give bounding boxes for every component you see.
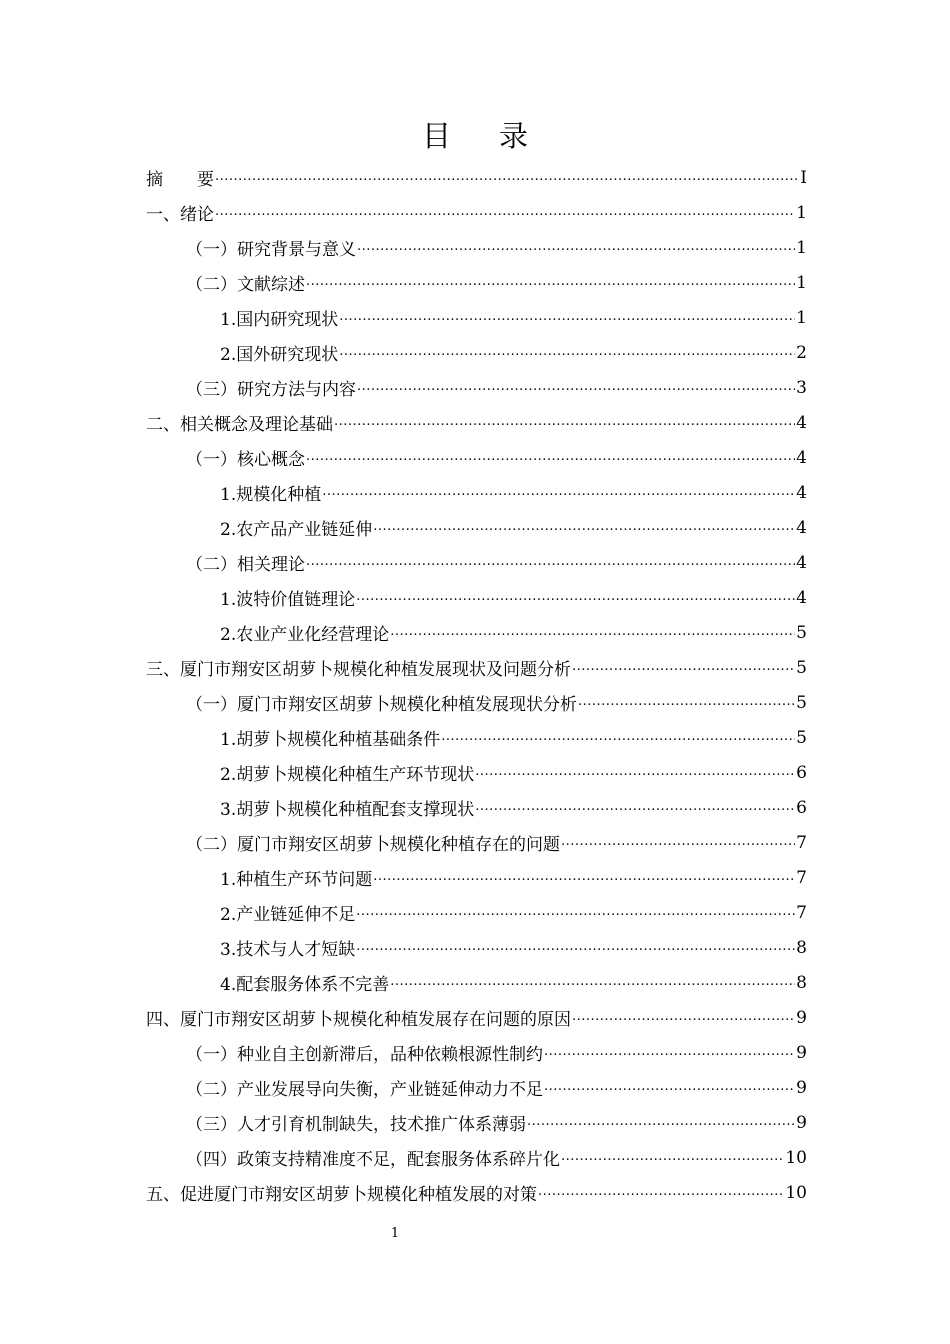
toc-entry[interactable] — [146, 860, 807, 895]
dot-leader — [322, 480, 795, 500]
toc-entry-title: 2.国外研究现状 — [220, 345, 339, 365]
toc-entry-title: 1.波特价值链理论 — [220, 590, 356, 610]
dot-leader — [578, 690, 795, 710]
toc-entry[interactable] — [146, 475, 807, 510]
toc-entry-title: 2.胡萝卜规模化种植生产环节现状 — [220, 765, 475, 785]
toc-entry[interactable] — [146, 825, 807, 860]
toc-entry-page: 1 — [796, 272, 807, 293]
toc-entry-title: 2.产业链延伸不足 — [220, 905, 356, 925]
toc-entry-page: 9 — [796, 1042, 807, 1063]
dot-leader — [334, 410, 795, 430]
page-title: 目录 — [421, 119, 576, 153]
toc-entry-page: 9 — [796, 1007, 807, 1028]
toc-entry-page: 4 — [796, 447, 807, 468]
toc-entry-title: 1.规模化种植 — [220, 485, 322, 505]
dot-leader — [572, 655, 795, 675]
toc-entry-page: 7 — [796, 832, 807, 853]
toc-entry[interactable] — [146, 230, 807, 265]
dot-leader — [357, 235, 795, 255]
toc-entry-title: （二）相关理论 — [186, 555, 305, 575]
toc-entry[interactable] — [146, 720, 807, 755]
dot-leader — [561, 830, 795, 850]
page-number: 1 — [390, 1226, 400, 1241]
toc-entry-page: 2 — [796, 342, 807, 363]
toc-entry-title: （一）研究背景与意义 — [186, 240, 356, 260]
table-of-contents — [146, 160, 807, 1210]
toc-entry-title: 3.胡萝卜规模化种植配套支撑现状 — [220, 800, 475, 820]
toc-entry[interactable] — [146, 370, 807, 405]
toc-entry-page: 3 — [796, 377, 807, 398]
toc-entry[interactable] — [146, 1140, 807, 1175]
dot-leader — [215, 165, 799, 185]
toc-entry-title: 四、厦门市翔安区胡萝卜规模化种植发展存在问题的原因 — [146, 1010, 571, 1030]
dot-leader — [390, 970, 795, 990]
dot-leader — [356, 900, 795, 920]
toc-entry[interactable] — [146, 440, 807, 475]
toc-entry-page: 6 — [796, 797, 807, 818]
dot-leader — [538, 1180, 784, 1200]
dot-leader — [306, 270, 795, 290]
toc-entry-page: 7 — [796, 902, 807, 923]
toc-entry-title: （四）政策支持精准度不足，配套服务体系碎片化 — [186, 1150, 560, 1170]
toc-entry-title: 一、绪论 — [146, 205, 214, 225]
toc-entry-page: 9 — [796, 1112, 807, 1133]
dot-leader — [441, 725, 795, 745]
dot-leader — [561, 1145, 784, 1165]
toc-entry-page: 5 — [796, 657, 807, 678]
dot-leader — [357, 375, 795, 395]
dot-leader — [544, 1075, 795, 1095]
toc-entry-page: 7 — [796, 867, 807, 888]
toc-entry[interactable] — [146, 615, 807, 650]
toc-entry[interactable] — [146, 1175, 807, 1210]
toc-entry[interactable] — [146, 1105, 807, 1140]
toc-entry[interactable] — [146, 545, 807, 580]
toc-entry-page: 5 — [796, 727, 807, 748]
toc-entry-title: 五、促进厦门市翔安区胡萝卜规模化种植发展的对策 — [146, 1185, 537, 1205]
toc-entry[interactable] — [146, 300, 807, 335]
toc-entry-title: 2.农业产业化经营理论 — [220, 625, 390, 645]
dot-leader — [306, 445, 795, 465]
toc-entry-page: 4 — [796, 552, 807, 573]
dot-leader — [572, 1005, 795, 1025]
toc-entry-page: 4 — [796, 587, 807, 608]
toc-entry-title: （二）文献综述 — [186, 275, 305, 295]
toc-entry[interactable] — [146, 335, 807, 370]
toc-entry[interactable] — [146, 265, 807, 300]
toc-entry-title: 摘 要 — [146, 170, 214, 190]
toc-entry[interactable] — [146, 160, 807, 195]
toc-entry-title: （二）产业发展导向失衡，产业链延伸动力不足 — [186, 1080, 543, 1100]
dot-leader — [306, 550, 795, 570]
toc-entry-title: （一）种业自主创新滞后，品种依赖根源性制约 — [186, 1045, 543, 1065]
toc-entry-title: 1.胡萝卜规模化种植基础条件 — [220, 730, 441, 750]
dot-leader — [356, 585, 795, 605]
dot-leader — [373, 865, 795, 885]
toc-entry[interactable] — [146, 650, 807, 685]
toc-entry-page: 1 — [796, 237, 807, 258]
toc-entry-page: 8 — [796, 972, 807, 993]
toc-entry-page: 6 — [796, 762, 807, 783]
toc-entry-title: 1.国内研究现状 — [220, 310, 339, 330]
toc-entry-title: 1.种植生产环节问题 — [220, 870, 373, 890]
dot-leader — [373, 515, 795, 535]
toc-entry-title: （二）厦门市翔安区胡萝卜规模化种植存在的问题 — [186, 835, 560, 855]
toc-entry[interactable] — [146, 895, 807, 930]
toc-entry-title: 二、相关概念及理论基础 — [146, 415, 333, 435]
toc-entry-page: 5 — [796, 622, 807, 643]
toc-entry-title: 4.配套服务体系不完善 — [220, 975, 390, 995]
toc-entry-title: 三、厦门市翔安区胡萝卜规模化种植发展现状及问题分析 — [146, 660, 571, 680]
toc-entry[interactable] — [146, 685, 807, 720]
toc-entry[interactable] — [146, 510, 807, 545]
dot-leader — [339, 340, 795, 360]
toc-entry-page: 10 — [785, 1147, 807, 1168]
toc-entry-page: 10 — [785, 1182, 807, 1203]
toc-entry[interactable] — [146, 930, 807, 965]
toc-entry-page: 4 — [796, 482, 807, 503]
toc-entry-page: 4 — [796, 517, 807, 538]
dot-leader — [356, 935, 795, 955]
toc-entry[interactable] — [146, 1035, 807, 1070]
toc-entry-page: I — [800, 167, 807, 188]
toc-entry-page: 9 — [796, 1077, 807, 1098]
toc-entry[interactable] — [146, 580, 807, 615]
toc-entry[interactable] — [146, 1000, 807, 1035]
dot-leader — [339, 305, 795, 325]
toc-entry-page: 8 — [796, 937, 807, 958]
toc-entry[interactable] — [146, 755, 807, 790]
toc-entry[interactable] — [146, 1070, 807, 1105]
dot-leader — [527, 1110, 795, 1130]
dot-leader — [475, 795, 795, 815]
toc-entry[interactable] — [146, 790, 807, 825]
toc-entry-page: 5 — [796, 692, 807, 713]
toc-entry-title: （三）研究方法与内容 — [186, 380, 356, 400]
toc-entry-title: （三）人才引育机制缺失，技术推广体系薄弱 — [186, 1115, 526, 1135]
dot-leader — [544, 1040, 795, 1060]
dot-leader — [215, 200, 795, 220]
toc-entry-page: 1 — [796, 202, 807, 223]
dot-leader — [475, 760, 795, 780]
toc-entry[interactable] — [146, 195, 807, 230]
toc-entry-page: 4 — [796, 412, 807, 433]
toc-entry-title: （一）核心概念 — [186, 450, 305, 470]
toc-entry-page: 1 — [796, 307, 807, 328]
toc-entry[interactable] — [146, 405, 807, 440]
toc-entry[interactable] — [146, 965, 807, 1000]
toc-entry-title: 2.农产品产业链延伸 — [220, 520, 373, 540]
toc-entry-title: 3.技术与人才短缺 — [220, 940, 356, 960]
dot-leader — [390, 620, 795, 640]
toc-entry-title: （一）厦门市翔安区胡萝卜规模化种植发展现状分析 — [186, 695, 577, 715]
